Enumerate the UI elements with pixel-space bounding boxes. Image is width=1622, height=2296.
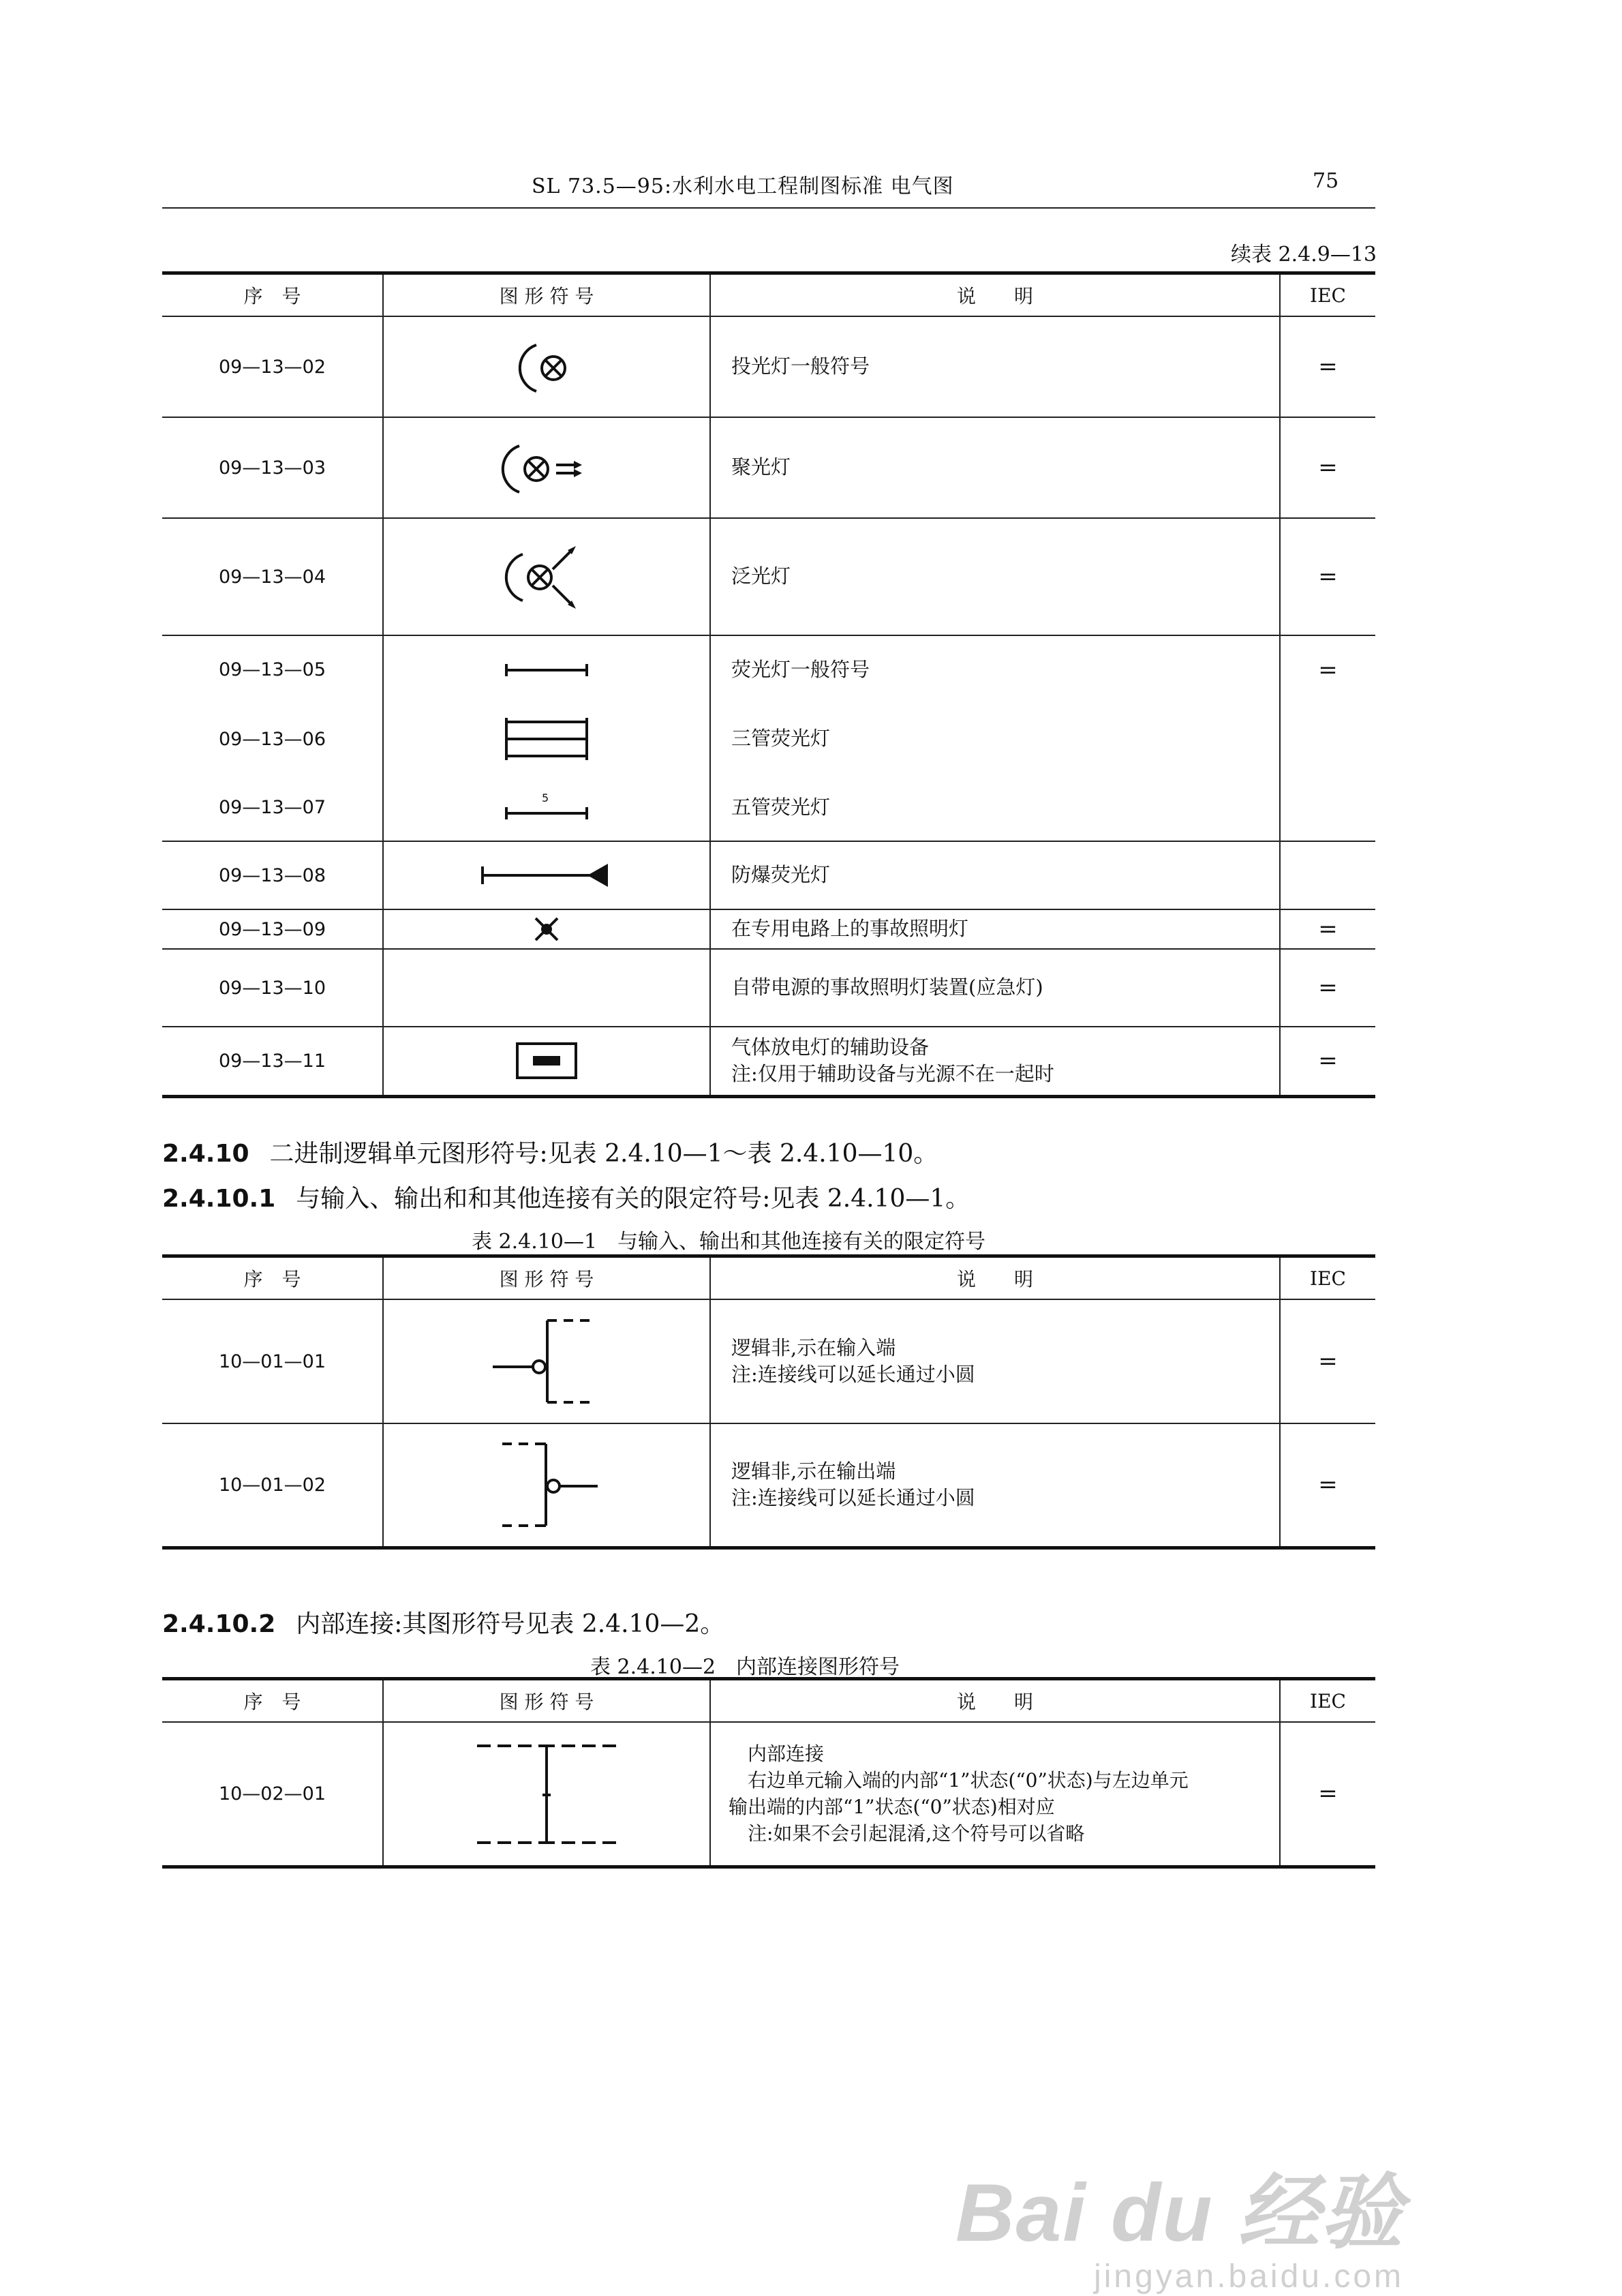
symbol-cell bbox=[383, 518, 710, 635]
row-iec: = bbox=[1280, 949, 1375, 1027]
col-desc: 说 明 bbox=[710, 1679, 1280, 1723]
row-code: 09—13—07 bbox=[162, 774, 383, 841]
row-code: 09—13—08 bbox=[162, 841, 383, 909]
row-iec: = bbox=[1280, 417, 1375, 518]
symbol-cell bbox=[383, 417, 710, 518]
table-caption: 表 2.4.10—1 与输入、输出和其他连接有关的限定符号 bbox=[472, 1230, 986, 1254]
col-iec: IEC bbox=[1280, 1679, 1375, 1723]
row-iec: = bbox=[1280, 1722, 1375, 1867]
table-row bbox=[162, 909, 1375, 949]
symbol-cell bbox=[383, 1423, 710, 1547]
desc-note: 注:仅用于辅助设备与光源不在一起时 bbox=[731, 1062, 1054, 1086]
row-iec bbox=[1280, 841, 1375, 909]
col-seq: 序 号 bbox=[162, 1256, 383, 1300]
table-header-row bbox=[162, 1256, 1375, 1300]
five-tube-fluorescent-symbol-icon bbox=[502, 793, 591, 823]
tube-count-label: 5 bbox=[542, 791, 549, 804]
table-caption: 表 2.4.10—2 内部连接图形符号 bbox=[590, 1655, 900, 1679]
col-iec: IEC bbox=[1280, 1256, 1375, 1300]
row-code: 10—02—01 bbox=[162, 1722, 383, 1867]
fluorescent-lamp-symbol-icon bbox=[502, 660, 591, 680]
row-iec: = bbox=[1280, 909, 1375, 949]
row-iec: = bbox=[1280, 518, 1375, 635]
table-row bbox=[162, 1299, 1375, 1423]
row-desc: 泛光灯 bbox=[710, 518, 1280, 635]
row-iec: = bbox=[1280, 316, 1375, 417]
emergency-light-symbol-icon bbox=[532, 914, 562, 944]
row-code: 09—13—05 bbox=[162, 635, 383, 704]
logic-negation-input-symbol-icon bbox=[489, 1314, 605, 1409]
row-desc bbox=[710, 1027, 1280, 1096]
section-text: 与输入、输出和和其他连接有关的限定符号:见表 2.4.10—1。 bbox=[296, 1185, 970, 1213]
row-desc: 投光灯一般符号 bbox=[710, 316, 1280, 417]
section-2-4-10-1 bbox=[162, 1179, 970, 1214]
row-iec: = bbox=[1280, 635, 1375, 704]
table-header-row bbox=[162, 273, 1375, 317]
row-desc bbox=[710, 1423, 1280, 1547]
table-2-4-10-1 bbox=[162, 1254, 1375, 1550]
table-row bbox=[162, 841, 1375, 909]
gas-discharge-auxiliary-symbol-icon bbox=[515, 1042, 578, 1080]
row-iec bbox=[1280, 774, 1375, 841]
col-symbol: 图 形 符 号 bbox=[383, 1256, 710, 1300]
table-row bbox=[162, 774, 1375, 841]
row-desc: 在专用电路上的事故照明灯 bbox=[710, 909, 1280, 949]
logic-negation-output-symbol-icon bbox=[489, 1437, 605, 1532]
explosion-proof-fluorescent-symbol-icon bbox=[478, 858, 615, 892]
table-2-4-9-13 bbox=[162, 271, 1375, 1098]
symbol-cell bbox=[383, 1299, 710, 1423]
symbol-cell bbox=[383, 909, 710, 949]
header-rule bbox=[162, 207, 1375, 209]
desc-note: 注:如果不会引起混淆,这个符号可以省略 bbox=[748, 1822, 1085, 1845]
table-row bbox=[162, 949, 1375, 1027]
running-header-title: SL 73.5—95:水利水电工程制图标准 电气图 bbox=[532, 175, 954, 198]
row-code: 10—01—01 bbox=[162, 1299, 383, 1423]
symbol-cell bbox=[383, 949, 710, 1027]
row-desc bbox=[710, 1722, 1280, 1867]
col-symbol: 图 形 符 号 bbox=[383, 1679, 710, 1723]
row-code: 10—01—02 bbox=[162, 1423, 383, 1547]
row-code: 09—13—06 bbox=[162, 704, 383, 774]
symbol-cell bbox=[383, 316, 710, 417]
table-row bbox=[162, 704, 1375, 774]
desc-note: 注:连接线可以延长通过小圆 bbox=[731, 1363, 975, 1386]
table-row bbox=[162, 1027, 1375, 1096]
col-seq: 序 号 bbox=[162, 1679, 383, 1723]
desc-line: 逻辑非,示在输出端 bbox=[731, 1460, 896, 1483]
row-iec: = bbox=[1280, 1423, 1375, 1547]
symbol-cell bbox=[383, 1722, 710, 1867]
row-code: 09—13—11 bbox=[162, 1027, 383, 1096]
three-tube-fluorescent-symbol-icon bbox=[502, 715, 591, 763]
row-iec: = bbox=[1280, 1299, 1375, 1423]
col-desc: 说 明 bbox=[710, 1256, 1280, 1300]
table-row bbox=[162, 635, 1375, 704]
section-2-4-10-2 bbox=[162, 1605, 724, 1640]
row-desc: 三管荧光灯 bbox=[710, 704, 1280, 774]
row-code: 09—13—02 bbox=[162, 316, 383, 417]
continued-table-label: 续表 2.4.9—13 bbox=[1230, 243, 1377, 267]
desc-line: 输出端的内部“1”状态(“0”状态)相对应 bbox=[729, 1796, 1055, 1819]
row-code: 09—13—04 bbox=[162, 518, 383, 635]
col-desc: 说 明 bbox=[710, 273, 1280, 317]
col-iec: IEC bbox=[1280, 273, 1375, 317]
desc-note: 注:连接线可以延长通过小圆 bbox=[731, 1486, 975, 1510]
table-row bbox=[162, 1423, 1375, 1547]
section-2-4-10 bbox=[162, 1134, 938, 1169]
table-row bbox=[162, 1722, 1375, 1867]
table-2-4-10-2 bbox=[162, 1677, 1375, 1869]
row-desc: 荧光灯一般符号 bbox=[710, 635, 1280, 704]
desc-line: 气体放电灯的辅助设备 bbox=[731, 1036, 930, 1059]
floodlamp-symbol-icon bbox=[502, 532, 591, 621]
symbol-cell bbox=[383, 704, 710, 774]
spotlight-symbol-icon bbox=[499, 434, 594, 502]
row-code: 09—13—10 bbox=[162, 949, 383, 1027]
row-iec bbox=[1280, 704, 1375, 774]
desc-line: 右边单元输入端的内部“1”状态(“0”状态)与左边单元 bbox=[748, 1769, 1189, 1792]
watermark-brand: Bai du 经验 bbox=[955, 2167, 1404, 2259]
internal-connection-symbol-icon bbox=[472, 1732, 622, 1855]
table-row bbox=[162, 518, 1375, 635]
desc-line: 逻辑非,示在输入端 bbox=[731, 1335, 896, 1359]
row-desc: 防爆荧光灯 bbox=[710, 841, 1280, 909]
row-desc bbox=[710, 1299, 1280, 1423]
table-row bbox=[162, 417, 1375, 518]
symbol-cell bbox=[383, 635, 710, 704]
floodlight-symbol-icon bbox=[516, 333, 577, 401]
table-header-row bbox=[162, 1679, 1375, 1723]
col-seq: 序 号 bbox=[162, 273, 383, 317]
section-text: 内部连接:其图形符号见表 2.4.10—2。 bbox=[296, 1610, 725, 1638]
section-number: 2.4.10.2 bbox=[162, 1610, 276, 1638]
row-desc: 自带电源的事故照明灯装置(应急灯) bbox=[710, 949, 1280, 1027]
page-number: 75 bbox=[1313, 169, 1339, 193]
symbol-cell bbox=[383, 841, 710, 909]
row-code: 09—13—03 bbox=[162, 417, 383, 518]
desc-line: 内部连接 bbox=[748, 1742, 825, 1765]
row-desc: 五管荧光灯 bbox=[710, 774, 1280, 841]
row-desc: 聚光灯 bbox=[710, 417, 1280, 518]
watermark-url: jingyan.baidu.com bbox=[1094, 2259, 1404, 2295]
baidu-jingyan-watermark bbox=[955, 2147, 1404, 2295]
table-row bbox=[162, 316, 1375, 417]
section-number: 2.4.10.1 bbox=[162, 1185, 276, 1213]
symbol-cell bbox=[383, 774, 710, 841]
row-iec: = bbox=[1280, 1027, 1375, 1096]
row-code: 09—13—09 bbox=[162, 909, 383, 949]
col-symbol: 图 形 符 号 bbox=[383, 273, 710, 317]
symbol-cell bbox=[383, 1027, 710, 1096]
section-text: 二进制逻辑单元图形符号:见表 2.4.10—1～表 2.4.10—10。 bbox=[269, 1140, 938, 1168]
section-number: 2.4.10 bbox=[162, 1140, 249, 1168]
